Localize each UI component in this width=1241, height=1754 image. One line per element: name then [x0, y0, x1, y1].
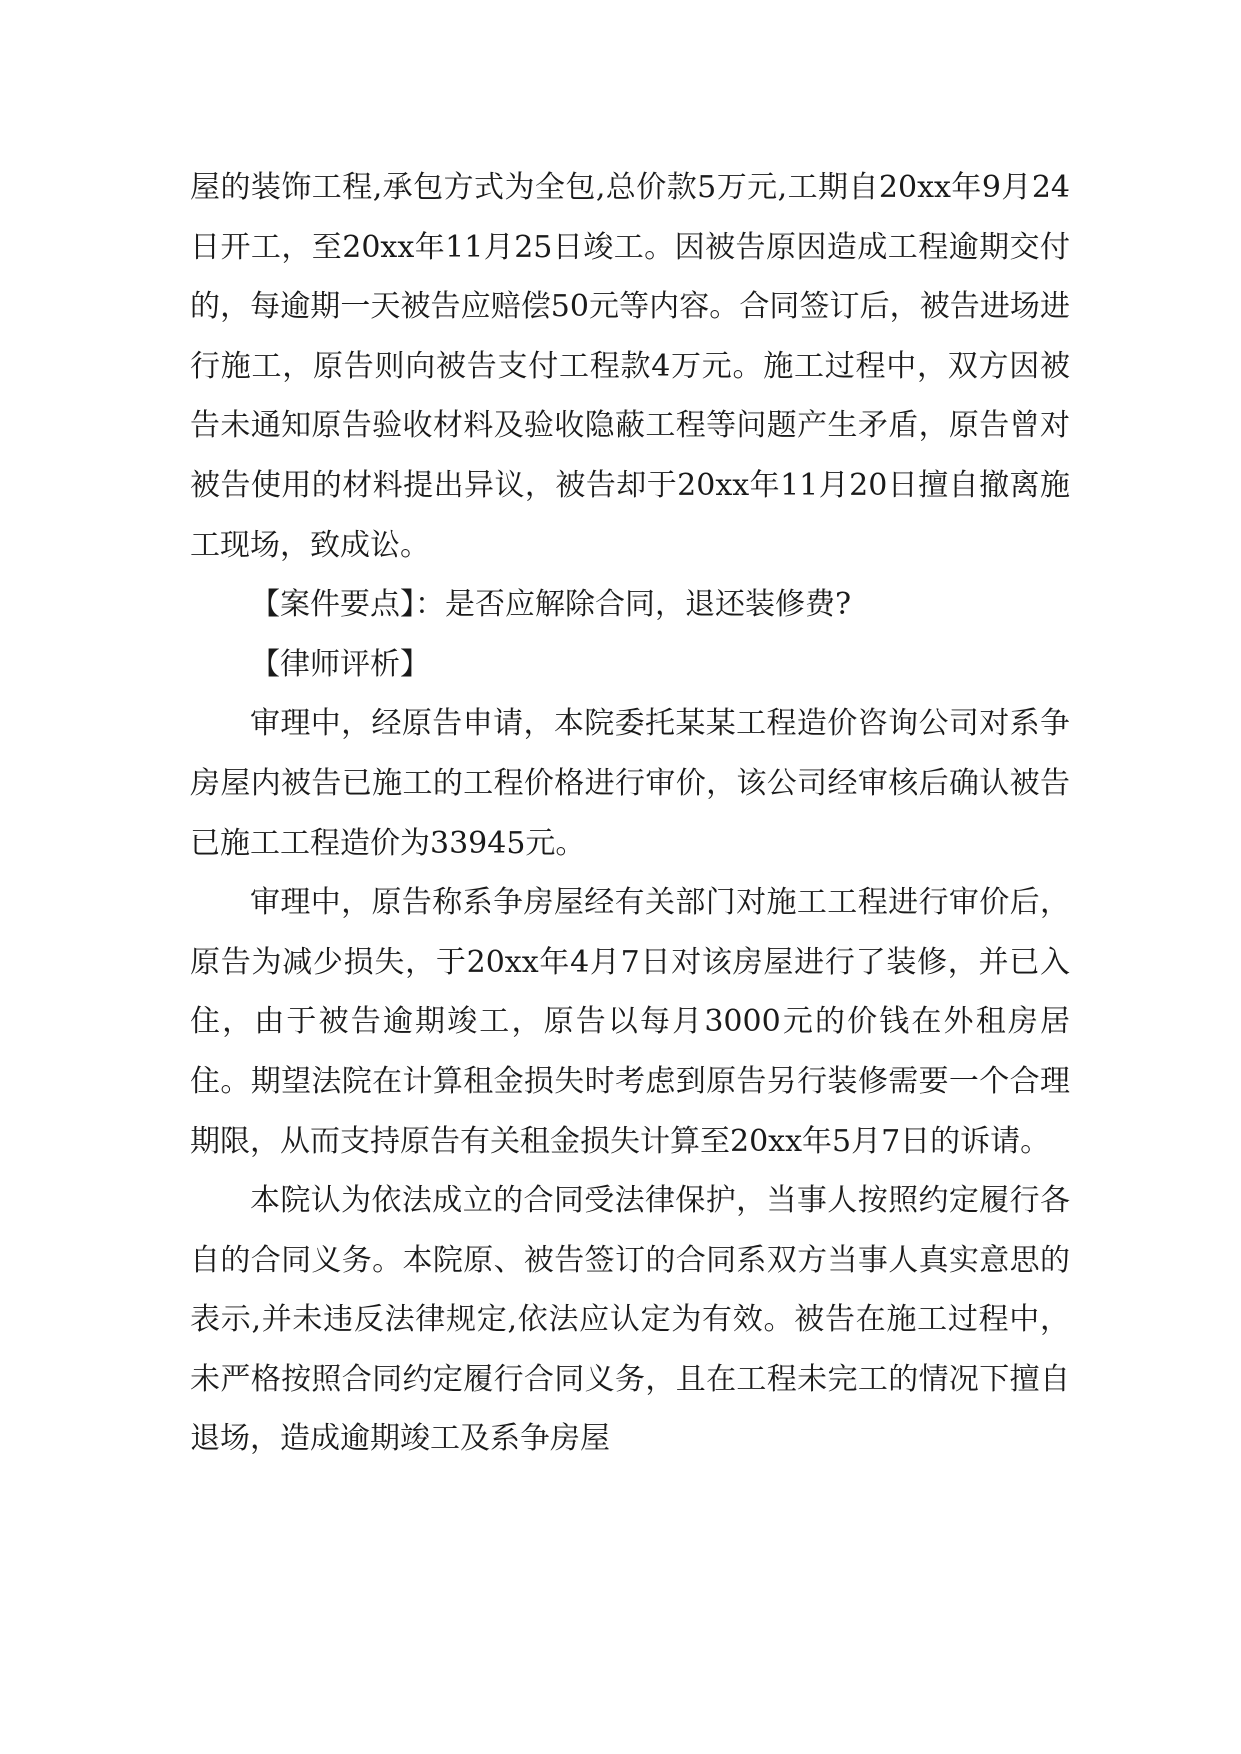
paragraph-court-opinion: 本院认为依法成立的合同受法律保护，当事人按照约定履行各自的合同义务。本院原、被告签订的合同系双方当事人真实意思的表示,并未违反法律规定,依法应认定为有效。被告在施工过程中，未严格按照合同约定履行合同义务，且在工程未完工的情况下擅自退场，造成逾期竣工及系争房屋 — [190, 1183, 1070, 1457]
paragraph-plaintiff-claim: 审理中，原告称系争房屋经有关部门对施工工程进行审价后，原告为减少损失，于20xx年4月7日对该房屋进行了装修，并已入住，由于被告逾期竣工，原告以每月3000元的价钱在外租房居住。期望法院在计算租金损失时考虑到原告另行装修需要一个合理期限，从而支持原告有关租金损失计算至20xx年5月7日的诉请。 — [190, 885, 1070, 1159]
document-page — [190, 158, 1070, 1469]
paragraph-appraisal: 审理中，经原告申请，本院委托某某工程造价咨询公司对系争房屋内被告已施工的工程价格进行审价，该公司经审核后确认被告已施工工程造价为33945元。 — [190, 706, 1070, 861]
paragraph-case-key-point: 【案件要点】：是否应解除合同，退还装修费? — [250, 587, 852, 623]
paragraph-lawyer-analysis-heading: 【律师评析】 — [250, 646, 430, 682]
paragraph-case-facts: 屋的装饰工程,承包方式为全包,总价款5万元,工期自20xx年9月24日开工，至20xx年11月25日竣工。因被告原因造成工程逾期交付的，每逾期一天被告应赔偿50元等内容。合同签订后，被告进场进行施工，原告则向被告支付工程款4万元。施工过程中，双方因被告未通知原告验收材料及验收隐蔽工程等问题产生矛盾，原告曾对被告使用的材料提出异议，被告却于20xx年11月20日擅自撤离施工现场，致成讼。 — [190, 170, 1070, 563]
